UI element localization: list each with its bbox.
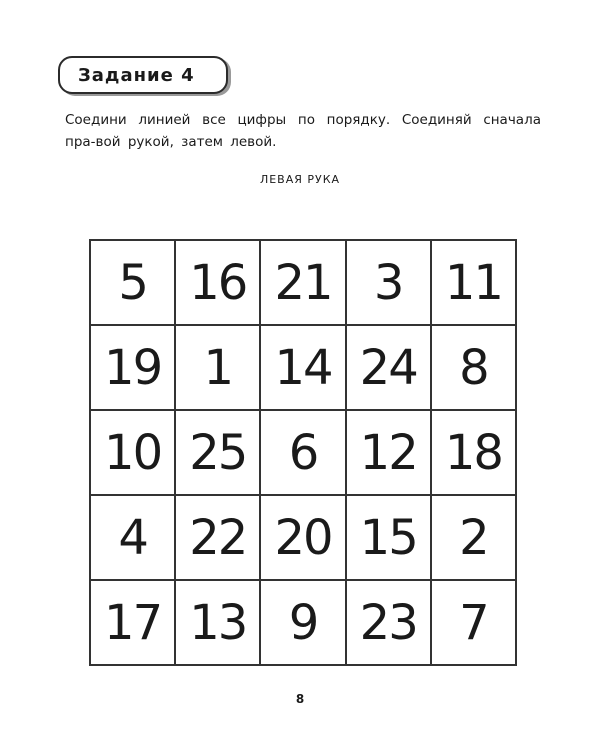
grid-cell[interactable]: 11 [431,240,516,325]
grid-cell[interactable]: 19 [90,325,175,410]
grid-cell[interactable]: 20 [260,495,345,580]
grid-cell[interactable]: 24 [346,325,431,410]
grid-cell[interactable]: 25 [175,410,260,495]
grid-cell[interactable]: 4 [90,495,175,580]
grid-cell[interactable]: 9 [260,580,345,665]
grid-cell[interactable]: 5 [90,240,175,325]
page-number: 8 [295,692,305,706]
grid-cell[interactable]: 10 [90,410,175,495]
grid-cell[interactable]: 23 [346,580,431,665]
grid-cell[interactable]: 6 [260,410,345,495]
grid-cell[interactable]: 14 [260,325,345,410]
grid-cell[interactable]: 3 [346,240,431,325]
grid-cell[interactable]: 1 [175,325,260,410]
hand-label: ЛЕВАЯ РУКА [259,173,341,186]
grid-cell[interactable]: 21 [260,240,345,325]
grid-cell[interactable]: 15 [346,495,431,580]
task-badge [58,56,228,94]
task-title: Задание 4 [78,64,195,86]
grid-cell[interactable]: 12 [346,410,431,495]
grid-cell[interactable]: 13 [175,580,260,665]
grid-cell[interactable]: 16 [175,240,260,325]
number-grid [89,239,517,666]
grid-cell[interactable]: 8 [431,325,516,410]
grid-cell[interactable]: 7 [431,580,516,665]
instructions-text: Соедини линией все цифры по порядку. Соединяй сначала пра-вой рукой, затем левой. [65,112,541,150]
grid-cell[interactable]: 17 [90,580,175,665]
grid-cell[interactable]: 22 [175,495,260,580]
grid-cell[interactable]: 2 [431,495,516,580]
grid-cell[interactable]: 18 [431,410,516,495]
